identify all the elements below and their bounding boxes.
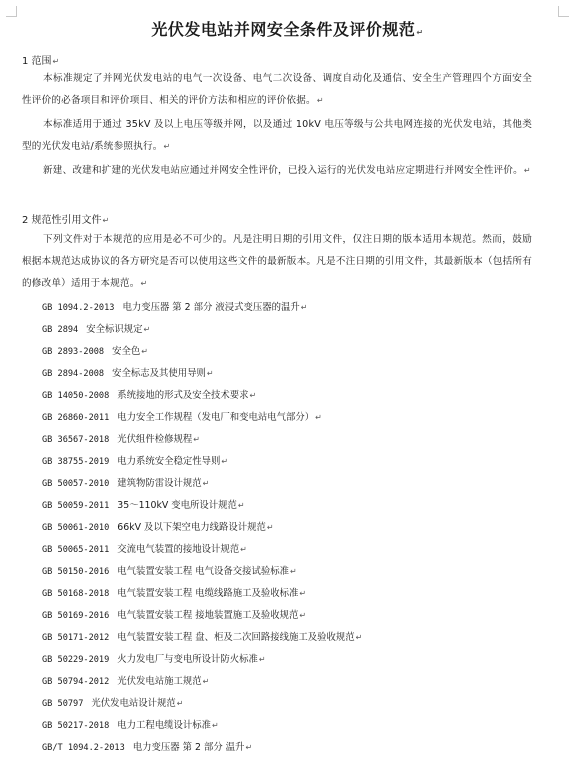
reference-title: 光伏发电站施工规范 — [117, 676, 202, 687]
reference-code: GB 50171-2012 — [42, 633, 110, 643]
reference-code: GB 14050-2008 — [42, 391, 110, 401]
scope-paragraph-3: 新建、改建和扩建的光伏发电站应通过并网安全性评价，已投入运行的光伏发电站应定期进行并网安全性评价。↵ — [43, 165, 531, 176]
page-corner-mark — [6, 6, 17, 17]
document-title-text: 光伏发电站并网安全条件及评价规范 — [151, 20, 416, 39]
reference-item — [42, 737, 362, 759]
paragraph-mark-icon: ↵ — [299, 611, 307, 620]
reference-item — [42, 561, 362, 583]
reference-code: GB 36567-2018 — [42, 435, 110, 445]
reference-title: 火力发电厂与变电所设计防火标准 — [117, 654, 258, 665]
reference-title: 安全色 — [112, 346, 141, 357]
paragraph-mark-icon: ↵ — [290, 567, 297, 576]
scope-paragraph-1: 本标准规定了并网光伏发电站的电气一次设备、电气二次设备、调度自动化及通信、安全生产管理四个方面安全性评价的必备项目和评价项目、相关的评价方法和相应的评价依据。↵ — [22, 73, 532, 106]
paragraph-mark-icon: ↵ — [315, 413, 322, 422]
paragraph-mark-icon: ↵ — [163, 142, 171, 151]
reference-code: GB 2894 — [42, 325, 79, 335]
paragraph-mark-icon: ↵ — [266, 523, 274, 532]
reference-title: 电气装置安装工程 盘、柜及二次回路接线施工及验收规范 — [117, 632, 355, 643]
reference-title: 35～110kV 变电所设计规范 — [117, 500, 237, 511]
reference-item — [42, 319, 362, 341]
reference-title: 66kV 及以下架空电力线路设计规范 — [117, 522, 266, 533]
reference-code: GB 38755-2019 — [42, 457, 110, 467]
reference-code: GB 50217-2018 — [42, 721, 110, 731]
reference-code: GB 2894-2008 — [42, 369, 105, 379]
reference-code: GB 50065-2011 — [42, 545, 110, 555]
reference-code: GB 50057-2010 — [42, 479, 110, 489]
paragraph-mark-icon: ↵ — [316, 96, 324, 105]
paragraph-mark-icon: ↵ — [202, 677, 210, 686]
reference-code: GB 50061-2010 — [42, 523, 110, 533]
paragraph-mark-icon: ↵ — [300, 303, 308, 312]
reference-title: 电气装置安装工程 电缆线路施工及验收标准 — [117, 588, 299, 599]
reference-code: GB 50797 — [42, 699, 84, 709]
reference-item — [42, 715, 362, 737]
reference-title: 光伏组件检修规程 — [117, 434, 193, 445]
reference-code: GB 50168-2018 — [42, 589, 110, 599]
reference-title: 交流电气装置的接地设计规范 — [117, 544, 240, 555]
section-heading-scope-text: 1 范围 — [22, 56, 52, 67]
reference-title: 电力安全工作规程（发电厂和变电站电气部分） — [117, 412, 315, 423]
reference-code: GB 50229-2019 — [42, 655, 110, 665]
reference-title: 电气装置安装工程 接地装置施工及验收规范 — [117, 610, 299, 621]
paragraph-mark-icon: ↵ — [52, 57, 60, 66]
reference-title: 电力变压器 第 2 部分 温升 — [132, 742, 245, 753]
reference-item — [42, 627, 362, 649]
reference-item — [42, 407, 362, 429]
paragraph-mark-icon: ↵ — [141, 347, 148, 356]
reference-item — [42, 649, 362, 671]
paragraph-mark-icon: ↵ — [523, 166, 531, 175]
reference-code: GB 50150-2016 — [42, 567, 110, 577]
reference-code: GB 2893-2008 — [42, 347, 105, 357]
paragraph-mark-icon: ↵ — [202, 479, 210, 488]
reference-title: 安全标识规定 — [86, 324, 143, 335]
reference-code: GB 1094.2-2013 — [42, 303, 115, 313]
reference-item — [42, 429, 362, 451]
reference-title: 电力工程电缆设计标准 — [117, 720, 212, 731]
reference-item — [42, 605, 362, 627]
paragraph-mark-icon: ↵ — [258, 655, 266, 664]
reference-item — [42, 473, 362, 495]
reference-title: 电力系统安全稳定性导则 — [117, 456, 221, 467]
paragraph-mark-icon: ↵ — [299, 589, 307, 598]
section-heading-references — [22, 211, 109, 226]
paragraph-mark-icon: ↵ — [206, 369, 214, 378]
section-heading-references-text: 2 规范性引用文件 — [22, 215, 102, 226]
document-title — [0, 17, 575, 40]
reference-item — [42, 517, 362, 539]
reference-code: GB 50794-2012 — [42, 677, 110, 687]
reference-title: 系统接地的形式及安全技术要求 — [117, 390, 249, 401]
reference-title: 电力变压器 第 2 部分 液浸式变压器的温升 — [122, 302, 300, 313]
paragraph-mark-icon: ↵ — [176, 699, 184, 708]
reference-item — [42, 451, 362, 473]
reference-item — [42, 583, 362, 605]
paragraph-mark-icon: ↵ — [245, 743, 253, 752]
reference-item — [42, 341, 362, 363]
paragraph-mark-icon: ↵ — [355, 633, 363, 642]
reference-code: GB 50059-2011 — [42, 501, 110, 511]
paragraph-mark-icon: ↵ — [249, 391, 257, 400]
paragraph-mark-icon: ↵ — [193, 435, 200, 444]
references-intro-paragraph: 下列文件对于本规范的应用是必不可少的。凡是注明日期的引用文件，仅注日期的版本适用本规范。然而，鼓励根据本规范达成协议的各方研究是否可以使用这些文件的最新版本。凡是不注日期的引用文件，其最新版本（包括所有的修改单）适用于本规范。↵ — [22, 234, 532, 289]
section-heading-scope — [22, 52, 59, 67]
reference-item — [42, 693, 362, 715]
reference-title: 电气装置安装工程 电气设备交接试验标准 — [117, 566, 289, 577]
paragraph-mark-icon: ↵ — [416, 28, 424, 37]
reference-list — [42, 297, 362, 759]
paragraph-mark-icon: ↵ — [140, 279, 148, 288]
reference-item — [42, 385, 362, 407]
paragraph-mark-icon: ↵ — [240, 545, 247, 554]
reference-item — [42, 671, 362, 693]
reference-item — [42, 363, 362, 385]
reference-item — [42, 297, 362, 319]
page-corner-mark — [558, 6, 569, 17]
scope-paragraph-2: 本标准适用于通过 35kV 及以上电压等级并网，以及通过 10kV 电压等级与公共电网连接的光伏发电站，其他类型的光伏发电站/系统参照执行。↵ — [22, 119, 532, 152]
paragraph-mark-icon: ↵ — [221, 457, 229, 466]
paragraph-mark-icon: ↵ — [143, 325, 151, 334]
reference-title: 安全标志及其使用导则 — [112, 368, 206, 379]
paragraph-mark-icon: ↵ — [237, 501, 245, 510]
reference-code: GB/T 1094.2-2013 — [42, 743, 125, 753]
reference-item — [42, 495, 362, 517]
reference-title: 光伏发电站设计规范 — [91, 698, 176, 709]
paragraph-mark-icon: ↵ — [102, 216, 110, 225]
reference-code: GB 26860-2011 — [42, 413, 110, 423]
reference-item — [42, 539, 362, 561]
reference-title: 建筑物防雷设计规范 — [117, 478, 202, 489]
paragraph-mark-icon: ↵ — [212, 721, 219, 730]
reference-code: GB 50169-2016 — [42, 611, 110, 621]
